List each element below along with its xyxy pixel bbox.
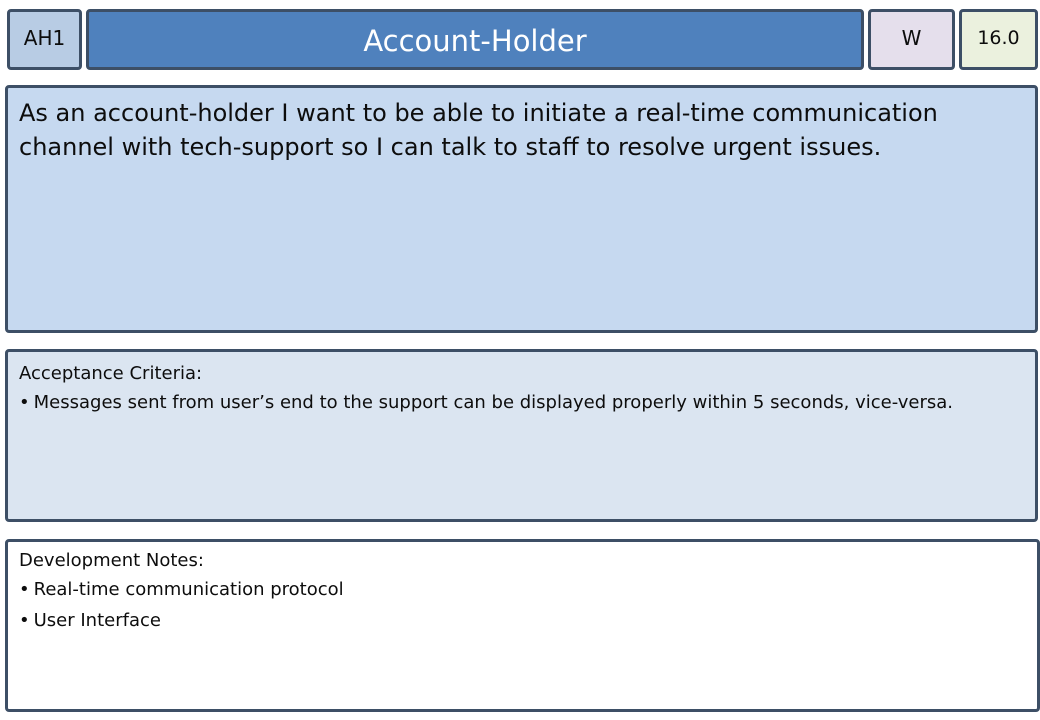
story-title: Account-Holder xyxy=(363,23,587,58)
acceptance-criteria-list xyxy=(19,390,1024,416)
user-story-panel xyxy=(5,85,1038,333)
development-note-item: • Real-time communication protocol xyxy=(19,577,1026,603)
development-notes-heading: Development Notes: xyxy=(19,550,204,571)
story-title-bar xyxy=(86,9,864,70)
acceptance-criteria-item: • Messages sent from user’s end to the support can be displayed properly within 5 seconds, vice-versa. xyxy=(19,390,1024,416)
estimate-tag xyxy=(959,9,1038,70)
story-id-label: AH1 xyxy=(23,25,66,50)
acceptance-criteria-panel xyxy=(5,349,1038,522)
development-notes-panel xyxy=(5,539,1040,712)
priority-label: W xyxy=(901,25,922,50)
user-story-text: As an account-holder I want to be able to initiate a real-time communication channel with tech-support so I can talk to staff to resolve urgent issues. xyxy=(19,99,938,161)
acceptance-criteria-heading: Acceptance Criteria: xyxy=(19,363,203,384)
estimate-label: 16.0 xyxy=(977,26,1020,49)
development-notes-list xyxy=(19,577,1026,634)
development-note-item: • User Interface xyxy=(19,608,1026,634)
priority-tag xyxy=(868,9,955,70)
story-id-tag xyxy=(7,9,82,70)
